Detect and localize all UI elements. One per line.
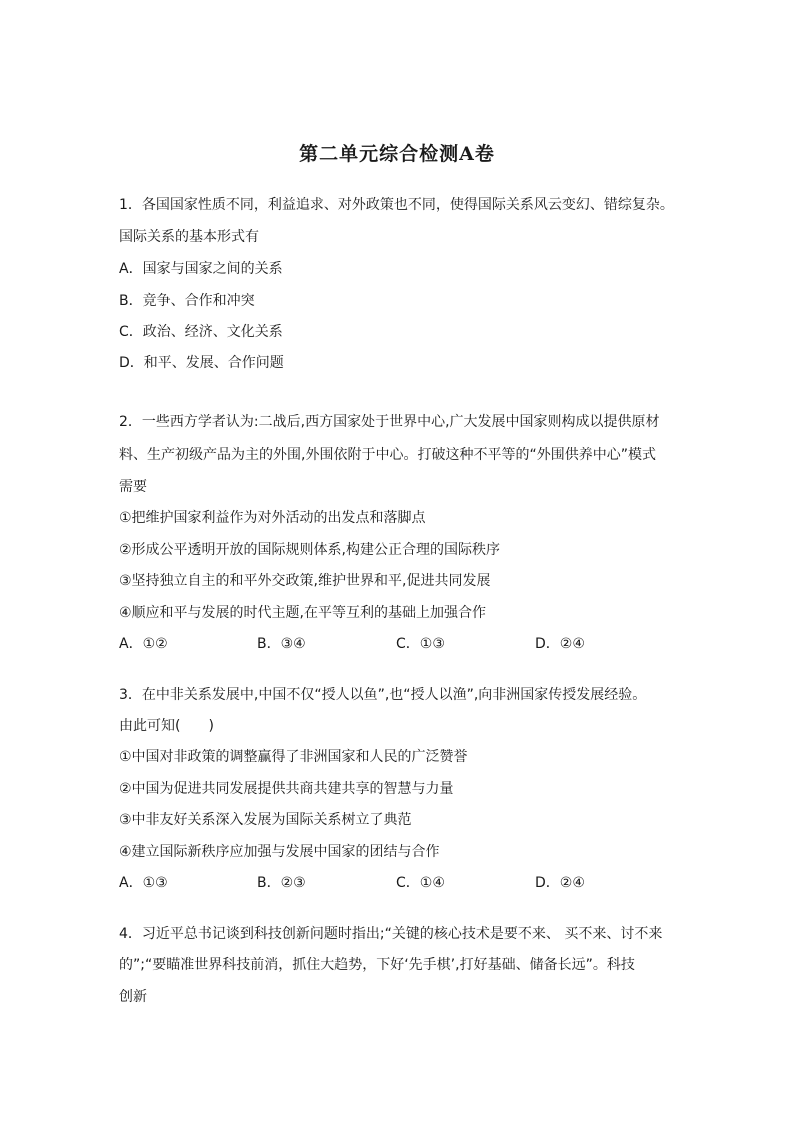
question-2-option-d: D．②④ <box>535 636 585 652</box>
question-2-option-b: B．③④ <box>257 636 306 652</box>
question-1-option-c: C．政治、经济、文化关系 <box>119 324 283 340</box>
question-3-stem-line-1: 3．在中非关系发展中,中国不仅“授人以鱼”,也“授人以渔”,向非洲国家传授发展经验。 <box>119 687 647 703</box>
question-3-item-4: ④建立国际新秩序应加强与发展中国家的团结与合作 <box>119 844 440 860</box>
question-3-stem-line-2: 由此可知( ) <box>119 718 214 734</box>
question-1-option-b: B．竞争、合作和冲突 <box>119 293 255 309</box>
question-2-item-3: ③坚持独立自主的和平外交政策,维护世界和平,促进共同发展 <box>119 573 491 589</box>
question-2-item-4: ④顺应和平与发展的时代主题,在平等互利的基础上加强合作 <box>119 605 486 621</box>
question-4-stem-line-3: 创新 <box>119 989 147 1005</box>
question-3-item-1: ①中国对非政策的调整赢得了非洲国家和人民的广泛赞誉 <box>119 749 468 765</box>
question-3-option-a: A．①③ <box>119 875 168 891</box>
question-3-item-3: ③中非友好关系深入发展为国际关系树立了典范 <box>119 812 412 828</box>
question-2-stem-line-3: 需要 <box>119 479 147 495</box>
question-1-option-a: A．国家与国家之间的关系 <box>119 261 283 277</box>
question-1-stem-line-2: 国际关系的基本形式有 <box>119 229 259 245</box>
question-3-option-b: B．②③ <box>257 875 306 891</box>
question-2-item-2: ②形成公平透明开放的国际规则体系,构建公正合理的国际秩序 <box>119 542 500 558</box>
question-2-item-1: ①把维护国家利益作为对外活动的出发点和落脚点 <box>119 510 426 526</box>
question-2-stem-line-1: 2．一些西方学者认为:二战后,西方国家处于世界中心,广大发展中国家则构成以提供原材 <box>119 414 660 430</box>
question-1-stem-line-1: 1．各国国家性质不同，利益追求、对外政策也不同，使得国际关系风云变幻、错综复杂。 <box>119 197 674 213</box>
page-title: 第二单元综合检测A卷 <box>299 143 495 165</box>
question-3-option-d: D．②④ <box>535 875 585 891</box>
question-3-item-2: ②中国为促进共同发展提供共商共建共享的智慧与力量 <box>119 781 454 797</box>
question-1-option-d: D．和平、发展、合作问题 <box>119 355 284 371</box>
question-4-stem-line-1: 4．习近平总书记谈到科技创新问题时指出;“关键的核心技术是要不来、 买不来、讨不来 <box>119 926 663 942</box>
question-4-stem-line-2: 的”;“要瞄准世界科技前消，抓住大趋势，下好‘先手棋’,打好基础、储备长远”。科技 <box>119 957 635 973</box>
question-2-option-c: C．①③ <box>396 636 445 652</box>
question-2-option-a: A．①② <box>119 636 168 652</box>
question-2-stem-line-2: 料、生产初级产品为主的外围,外围依附于中心。打破这种不平等的“外围供养中心”模式 <box>119 447 656 463</box>
question-3-option-c: C．①④ <box>396 875 445 891</box>
